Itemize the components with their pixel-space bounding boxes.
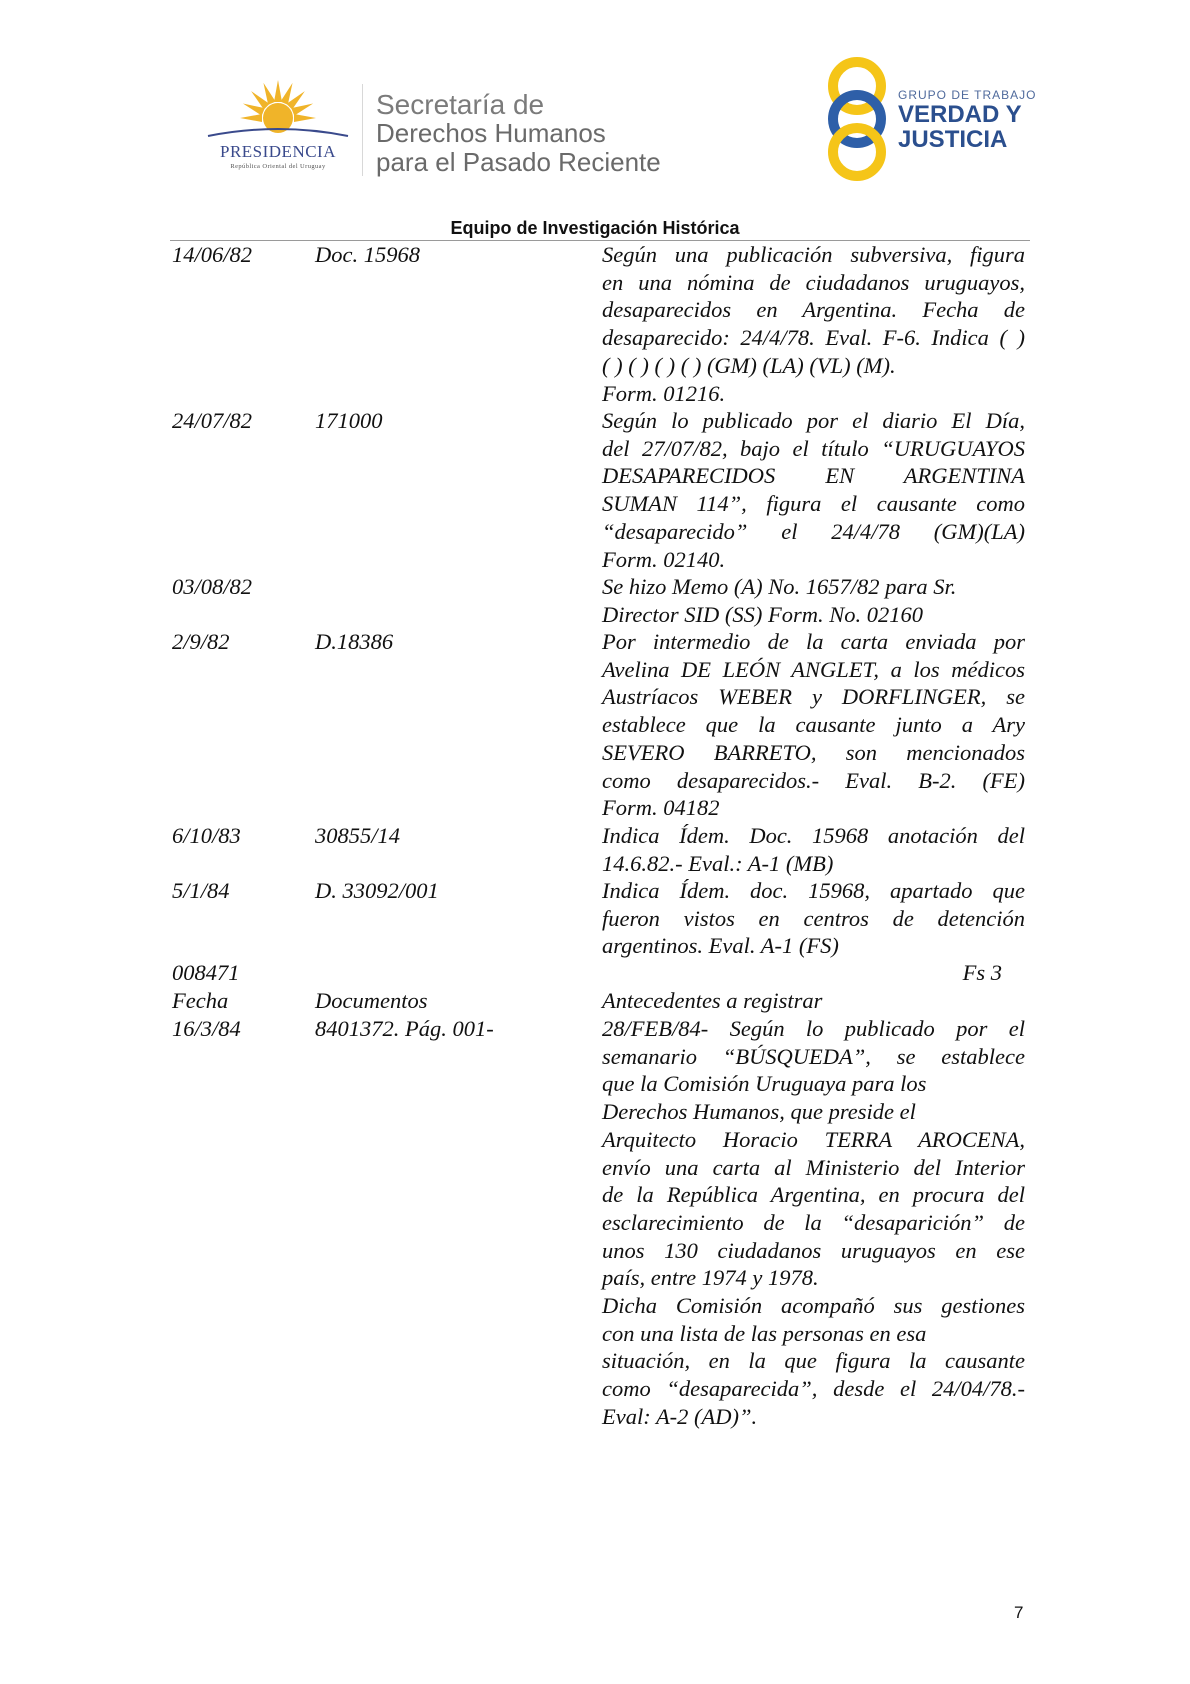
entry-text-line: desaparecido: 24/4/78. Eval. F-6. Indica ( ) [602, 325, 1025, 351]
entry-text [602, 241, 1025, 407]
entry-date: 16/3/84 [172, 1016, 241, 1041]
entry-text-line: SUMAN 114”, figura el causante como [602, 491, 1025, 517]
entry-text-line: Form. 04182 [602, 795, 720, 821]
entry-text [602, 573, 1025, 628]
entry-text-line: que la Comisión Uruguaya para los [602, 1071, 927, 1097]
gvj-line-2: JUSTICIA [898, 126, 1008, 153]
entry-text-line: ( ) ( ) ( ) ( ) (GM) (LA) (VL) (M). [602, 352, 896, 378]
entry-text-line: 28/FEB/84- Según lo publicado por el [602, 1016, 1025, 1041]
secretaria-line-2: Derechos Humanos [376, 118, 606, 148]
entry-text-line: Se hizo Memo (A) No. 1657/82 para Sr. [602, 574, 957, 599]
entry-text-line: Form. 01216. [602, 380, 726, 406]
entry-date: 2/9/82 [172, 629, 230, 654]
sheet-fs: Fs 3 [962, 960, 1002, 985]
entry-text-line: semanario “BÚSQUEDA”, se establece [602, 1043, 1025, 1069]
entry-text [602, 407, 1025, 573]
entry-text-line: Avelina DE LEÓN ANGLET, a los médicos [602, 656, 1025, 682]
page-header [0, 0, 1190, 200]
header-documentos: Documentos [315, 988, 428, 1013]
entry-text-line: envío una carta al Ministerio del Interior [602, 1154, 1025, 1180]
entry-date: 03/08/82 [172, 574, 253, 599]
secretaria-title [376, 90, 661, 177]
page-number: 7 [1014, 1603, 1024, 1622]
entry-text-line: Según una publicación subversiva, figura [602, 242, 1025, 267]
entry-doc: Doc. 15968 [315, 242, 420, 267]
entry-text-line: fueron vistos en centros de detención [602, 905, 1025, 931]
entry-text-line: SEVERO BARRETO, son mencionados [602, 739, 1025, 765]
entry-text-line: establece que la causante junto a Ary [602, 712, 1025, 738]
entry-text-line: Director SID (SS) Form. No. 02160 [602, 601, 924, 627]
entry-text-line: Arquitecto Horacio TERRA AROCENA, [602, 1126, 1025, 1152]
entry-doc: 8401372. Pág. 001- [315, 1016, 494, 1041]
entry-text-line: “desaparecido” el 24/4/78 (GM)(LA) [602, 518, 1025, 544]
entry-doc: 30855/14 [315, 823, 401, 848]
team-title: Equipo de Investigación Histórica [450, 218, 740, 238]
entry-date: 14/06/82 [172, 242, 253, 267]
entry-text-line: Eval: A-2 (AD)”. [602, 1403, 758, 1429]
entry-doc: D.18386 [315, 629, 394, 654]
entry-text-line: del 27/07/82, bajo el título “URUGUAYOS [602, 435, 1025, 461]
header-fecha: Fecha [172, 988, 229, 1013]
entry-text-line: como desaparecidos.- Eval. B-2. (FE) [602, 767, 1025, 793]
entry-text [602, 877, 1025, 960]
entry-text-line: Dicha Comisión acompañó sus gestiones [602, 1293, 1025, 1319]
entry-text-line: Por intermedio de la carta enviada por [602, 629, 1025, 654]
header-antecedentes: Antecedentes a registrar [602, 988, 823, 1013]
entry-text-line: Indica Ídem. Doc. 15968 anotación del [602, 823, 1025, 848]
entry-date: 6/10/83 [172, 823, 241, 848]
entry-text-line: Derechos Humanos, que preside el [602, 1099, 916, 1125]
secretaria-line-3: para el Pasado Reciente [376, 147, 661, 177]
entry-text-line: situación, en la que figura la causante [602, 1348, 1025, 1374]
entry-text-line: DESAPARECIDOS EN ARGENTINA [602, 463, 1025, 489]
entry-text-line: como “desaparecida”, desde el 24/04/78.- [602, 1376, 1025, 1402]
header-divider [362, 84, 363, 176]
entry-text-line: Indica Ídem. doc. 15968, apartado que [602, 878, 1025, 903]
gvj-line-1: VERDAD Y [898, 101, 1022, 128]
entry-text-line: Austríacos WEBER y DORFLINGER, se [602, 684, 1025, 710]
presidencia-label: PRESIDENCIA [219, 142, 336, 161]
entry-text-line: país, entre 1974 y 1978. [602, 1265, 819, 1291]
entry-text-line: esclarecimiento de la “desaparición” de [602, 1209, 1025, 1235]
secretaria-line-1: Secretaría de [376, 89, 545, 120]
entry-date: 24/07/82 [172, 408, 253, 433]
entry-text-line: desaparecidos en Argentina. Fecha de [602, 297, 1025, 323]
entry-date: 5/1/84 [172, 878, 230, 903]
entry-text-line: en una nómina de ciudadanos uruguayos, [602, 269, 1025, 295]
entry-doc: 171000 [315, 408, 383, 433]
entry-text-line: Form. 02140. [602, 546, 726, 572]
entry-text [602, 628, 1025, 822]
gvj-small-label: GRUPO DE TRABAJO [898, 88, 1037, 102]
entry-text-line: Según lo publicado por el diario El Día, [602, 408, 1025, 433]
entry-text-line: unos 130 ciudadanos uruguayos en ese [602, 1237, 1025, 1263]
entry-text-line: 14.6.82.- Eval.: A-1 (MB) [602, 850, 834, 876]
presidencia-subtitle: República Oriental del Uruguay [230, 163, 326, 170]
entry-text-line: de la República Argentina, en procura del [602, 1182, 1025, 1208]
entry-text [602, 822, 1025, 877]
entry-text-line: argentinos. Eval. A-1 (FS) [602, 933, 839, 959]
entry-text [602, 1015, 1025, 1431]
entry-text-line: con una lista de las personas en esa [602, 1320, 927, 1346]
sheet-number: 008471 [172, 960, 240, 985]
entry-doc: D. 33092/001 [315, 878, 439, 903]
verdad-justicia-text [898, 88, 1036, 152]
